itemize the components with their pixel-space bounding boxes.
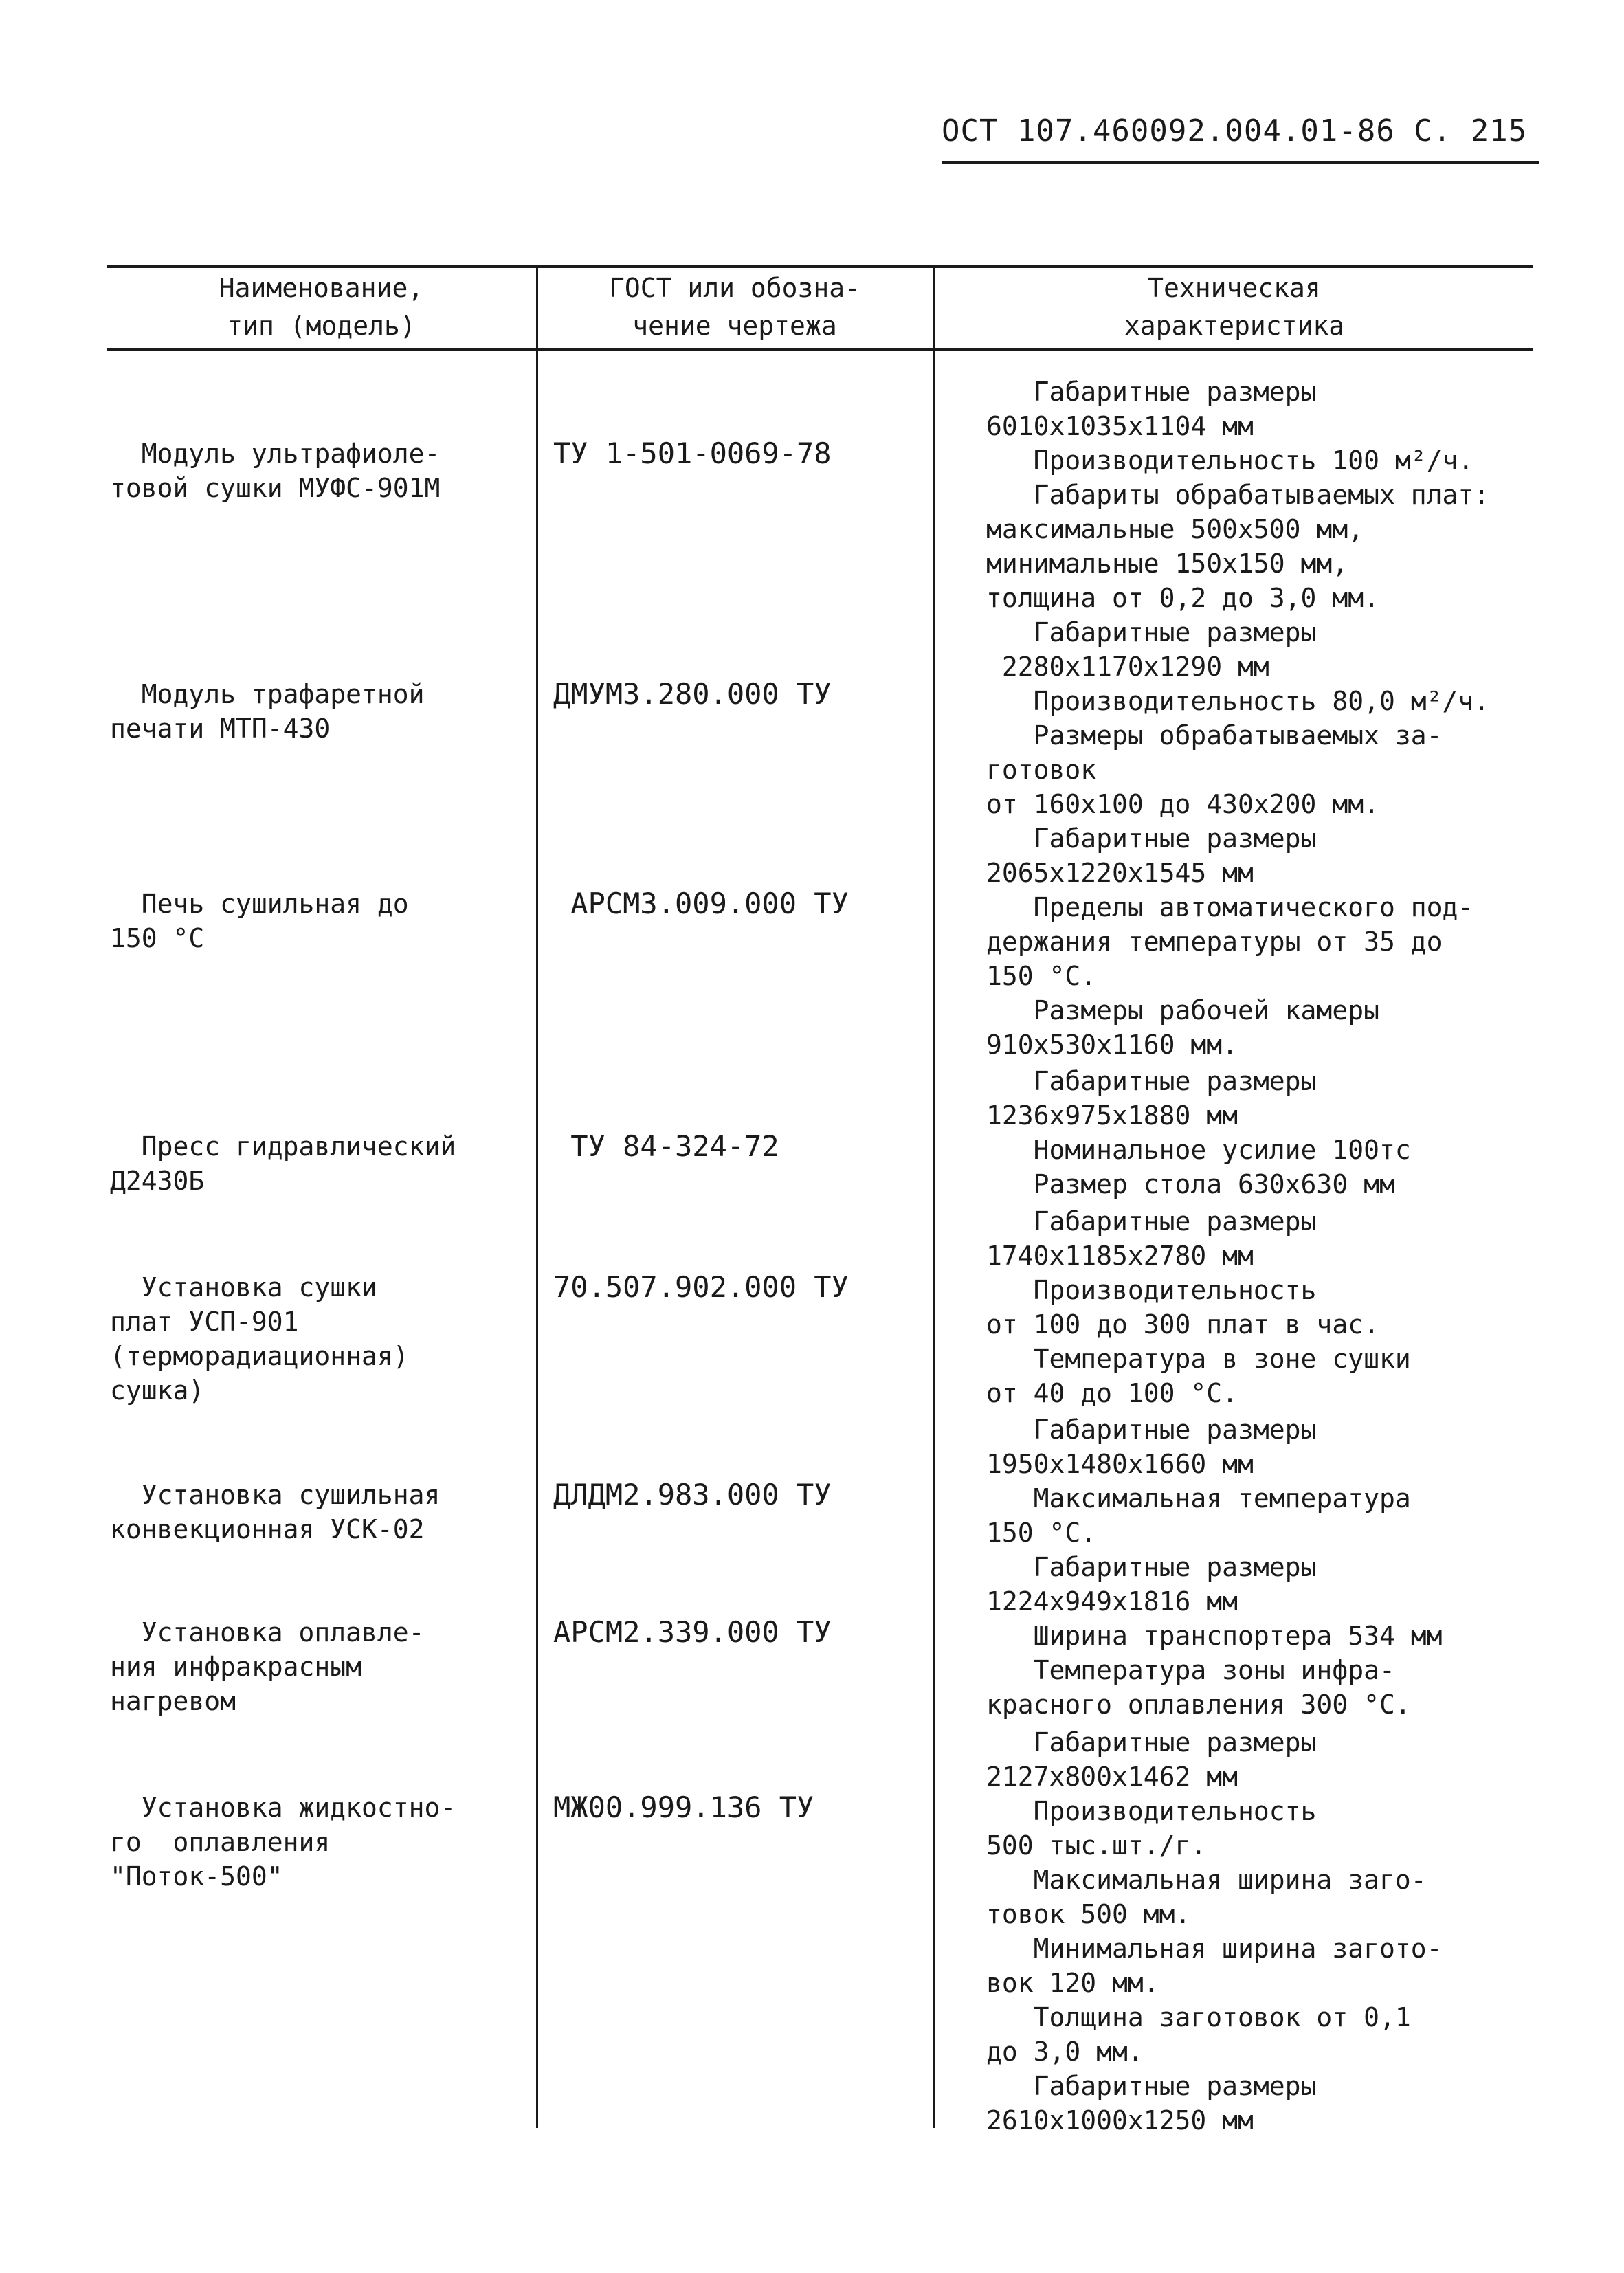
- row-spec: Габаритные размеры 1224х949х1816 мм Ширина транспортера 534 мм Температура зоны инфра- красного оплавления 300 °С.: [986, 1552, 1443, 1720]
- row-spec: Габаритные размеры 1950х1480х1660 мм Максимальная температура 150 °С.: [986, 1415, 1411, 1548]
- row-name: Установка оплавле- ния инфракрасным нагревом: [110, 1617, 425, 1716]
- table-header-rule: [107, 348, 1533, 351]
- row-gost: ТУ 84-324-72: [553, 1129, 779, 1163]
- table-top-rule: [107, 265, 1533, 268]
- column-header-name: Наименование, тип (модель): [219, 273, 424, 341]
- column-divider-1: [536, 265, 538, 2128]
- row-name: Установка сушки плат УСП-901 (терморадиационная) сушка): [110, 1272, 409, 1406]
- row-spec: Габаритные размеры 2280х1170х1290 мм Производительность 80,0 м²/ч. Размеры обрабатываемых за- готовок от 160х100 до 430х200 мм.: [986, 617, 1490, 819]
- row-gost: МЖ00.999.136 ТУ: [553, 1790, 814, 1824]
- row-spec: Габаритные размеры 2065х1220х1545 мм Пределы автоматического под- держания температуры от 35 до 150 °С. Размеры рабочей камеры 910х530х1160 мм.: [986, 823, 1474, 1060]
- row-gost: АРСМ3.009.000 ТУ: [553, 887, 849, 920]
- row-name: Печь сушильная до 150 °С: [110, 889, 409, 953]
- row-gost: 70.507.902.000 ТУ: [553, 1270, 849, 1304]
- row-spec: Габаритные размеры 2127х800х1462 мм Производительность 500 тыс.шт./г. Максимальная ширина заго- товок 500 мм. Минимальная ширина загото- вок 120 мм. Толщина заготовок от 0,1 до 3,0 мм. Габаритные размеры 2610х1000х1250 мм: [986, 1727, 1443, 2136]
- row-name: Пресс гидравлический Д2430Б: [110, 1131, 456, 1196]
- row-gost: ДМУМ3.280.000 ТУ: [553, 677, 832, 711]
- row-name: Установка сушильная конвекционная УСК-02: [110, 1480, 441, 1544]
- row-spec: Габаритные размеры 1740х1185х2780 мм Производительность от 100 до 300 плат в час. Температура в зоне сушки от 40 до 100 °С.: [986, 1206, 1411, 1408]
- row-gost: АРСМ2.339.000 ТУ: [553, 1615, 832, 1649]
- row-name: Установка жидкостно- го оплавления "Поток-500": [110, 1793, 456, 1892]
- row-spec: Габаритные размеры 1236х975х1880 мм Номинальное усилие 100тс Размер стола 630х630 мм: [986, 1066, 1411, 1199]
- column-header-spec: Техническая характеристика: [1124, 273, 1345, 341]
- row-gost: ТУ 1-501-0069-78: [553, 436, 832, 470]
- row-name: Модуль трафаретной печати МТП-430: [110, 679, 425, 744]
- row-name: Модуль ультрафиоле- товой сушки МУФС-901М: [110, 439, 441, 503]
- column-header-gost: ГОСТ или обозна- чение чертежа: [608, 273, 861, 341]
- page-header: ОСТ 107.460092.004.01-86 С. 215: [942, 113, 1528, 148]
- row-spec: Габаритные размеры 6010х1035х1104 мм Производительность 100 м²/ч. Габариты обрабатываемых плат: максимальные 500х500 мм, минимальные 150х150 мм, толщина от 0,2 до 3,0 мм.: [986, 377, 1490, 613]
- row-gost: ДЛДМ2.983.000 ТУ: [553, 1478, 832, 1511]
- column-divider-2: [933, 265, 935, 2128]
- header-rule: [942, 161, 1539, 164]
